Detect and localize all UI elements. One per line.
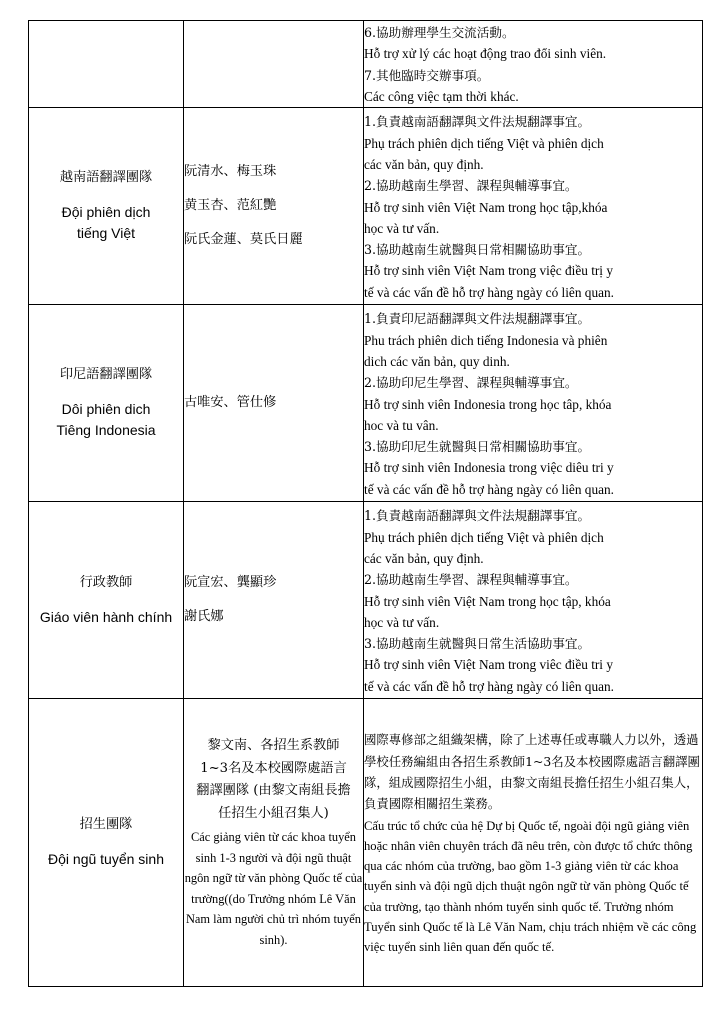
duty-line: 3.協助印尼生就醫與日常相關協助事宜。 — [364, 439, 591, 455]
duties-cell — [364, 699, 703, 987]
duty-line: 2.協助印尼生學習、課程與輔導事宜。 — [364, 375, 578, 391]
team-cell — [29, 108, 184, 305]
members-cell — [184, 502, 364, 699]
duty-line: Phu trách phiên dich tiếng Indonesia và phiên — [364, 332, 608, 348]
team-cell — [29, 21, 184, 108]
duty-line: Phụ trách phiên dịch tiếng Việt và phiên dịch — [364, 529, 604, 545]
duty-line: Hỗ trợ sinh viên Việt Nam trong học tập,khóa — [364, 199, 608, 215]
duties-zh: 國際專修部之組織架構，除了上述專任或專職人力以外，透過學校任務編組由各招生系教師1~3名及本校國際處語言翻譯團隊，組成國際招生小組，由黎文南組長擔任招生小組召集人，負責國際相關招生業務。 — [364, 732, 700, 812]
team-name-vi: Đội phiên dịch tiếng Việt — [61, 204, 151, 242]
member-line: 阮宣宏、龔顯珍 — [184, 575, 277, 591]
members-zh: 黎文南、各招生系教師1~3名及本校國際處語言翻譯團隊 (由黎文南組長擔任招生小組召集人) — [196, 738, 351, 821]
duty-line: dich các văn bản, quy dinh. — [364, 353, 510, 369]
duty-line: tế và các vấn đề hỗ trợ hàng ngày có liên quan. — [364, 481, 614, 497]
duty-line: tế và các vấn đề hỗ trợ hàng ngày có liên quan. — [364, 284, 614, 300]
duty-line: Hỗ trợ sinh viên Việt Nam trong việc điều trị y — [364, 263, 613, 279]
duty-line: các văn bản, quy định. — [364, 550, 484, 566]
members-cell — [184, 305, 364, 502]
team-name-zh: 越南語翻譯團隊 — [59, 170, 153, 186]
duty-line: 2.協助越南生學習、課程與輔導事宜。 — [364, 572, 578, 588]
duty-line: Các công việc tạm thời khác. — [364, 88, 519, 104]
duty-line: Hỗ trợ xử lý các hoạt động trao đổi sinh viên. — [364, 46, 607, 62]
table-row — [29, 108, 703, 305]
duty-line: học và tư vấn. — [364, 220, 440, 236]
duties-cell — [364, 108, 703, 305]
members-vi: Các giảng viên từ các khoa tuyển sinh 1-3 người và đội ngũ thuật ngôn ngữ từ văn phòng Quốc tế của trường((do Trưởng nhóm Lê Văn Nam làm người chủ trì nhóm tuyển sinh). — [184, 830, 363, 947]
team-name-vi: Giáo viên hành chính — [39, 608, 173, 625]
duty-line: Hỗ trợ sinh viên Indonesia trong học tâp, khóa — [364, 396, 612, 412]
duty-line: tế và các vấn đề hỗ trợ hàng ngày có liên quan. — [364, 678, 614, 694]
team-name-zh: 行政教師 — [79, 574, 133, 590]
team-cell — [29, 502, 184, 699]
duties-cell — [364, 21, 703, 108]
members-cell — [184, 108, 364, 305]
duties-vi: Cấu trúc tổ chức của hệ Dự bị Quốc tế, ngoài đội ngũ giảng viên hoặc nhân viên chuyên trách đã nêu trên, còn được tổ chức thông qua các nhóm của trường, bao gồm 1-3 giảng viên từ các khoa tuyển sinh và đội ngũ dịch thuật ngôn ngữ từ văn phòng Quốc tế của trường, tạo thành nhóm tuyển sinh quốc tế. Trưởng nhóm Tuyển sinh Quốc tế là Lê Văn Nam, chịu trách nhiệm về các công việc tuyển sinh liên quan đến quốc tế. — [364, 818, 697, 954]
member-line: 阮清水、梅玉珠 — [184, 164, 277, 180]
duty-line: Hỗ trợ sinh viên Việt Nam trong viêc điều tri y — [364, 657, 613, 673]
duties-cell — [364, 502, 703, 699]
duty-line: các văn bản, quy định. — [364, 156, 484, 172]
team-name-zh: 招生團隊 — [79, 817, 133, 833]
duty-line: 1.負責越南語翻譯與文件法規翻譯事宜。 — [364, 114, 591, 130]
member-line: 謝氏娜 — [184, 609, 224, 625]
member-line: 黄玉杏、范紅艷 — [184, 198, 277, 214]
duty-line: 3.協助越南生就醫與日常相關協助事宜。 — [364, 242, 591, 258]
team-name-vi: Đội ngũ tuyển sinh — [48, 851, 164, 868]
duties-cell — [364, 305, 703, 502]
members-cell — [184, 699, 364, 987]
duty-line: Phụ trách phiên dịch tiếng Việt và phiên dịch — [364, 135, 604, 151]
duty-line: 6.協助辦理學生交流活動。 — [364, 25, 515, 40]
team-name-vi: Dôi phiên dich — [61, 401, 151, 418]
team-name-zh: 印尼語翻譯團隊 — [59, 367, 153, 383]
table-row — [29, 21, 703, 108]
table-row — [29, 699, 703, 987]
duty-line: hoc và tu vân. — [364, 417, 439, 433]
duty-line: Hỗ trợ sinh viên Indonesia trong việc diêu tri y — [364, 460, 614, 476]
duty-line: 7.其他臨時交辦事項。 — [364, 67, 490, 83]
table-row — [29, 305, 703, 502]
duty-line: 1.負責越南語翻譯與文件法規翻譯事宜。 — [364, 508, 591, 524]
team-name-vi: Tiêng Indonesia — [56, 422, 156, 439]
table-row — [29, 502, 703, 699]
staff-table — [28, 20, 703, 987]
member-line: 阮氏金蓮、莫氏日麗 — [184, 232, 303, 248]
member-line: 古唯安、管仕修 — [184, 395, 277, 411]
team-cell — [29, 305, 184, 502]
duty-line: Hỗ trợ sinh viên Việt Nam trong học tập, khóa — [364, 593, 611, 609]
duty-line: 2.協助越南生學習、課程與輔導事宜。 — [364, 178, 578, 194]
team-cell — [29, 699, 184, 987]
duty-line: 3.協助越南生就醫與日常生活協助事宜。 — [364, 636, 591, 652]
duty-line: học và tư vấn. — [364, 614, 440, 630]
duty-line: 1.負責印尼語翻譯與文件法規翻譯事宜。 — [364, 311, 591, 327]
members-cell — [184, 21, 364, 108]
